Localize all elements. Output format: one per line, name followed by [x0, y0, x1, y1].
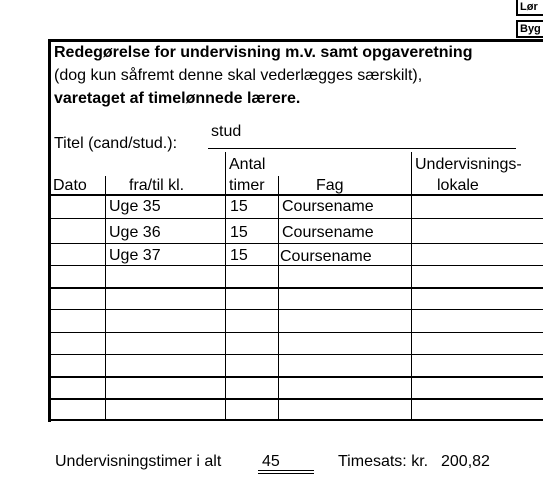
row-line-bottom — [50, 419, 543, 421]
form-frame-top — [48, 39, 543, 42]
cell-fratil[interactable]: Uge 35 — [109, 198, 161, 215]
col-header-dato: Dato — [53, 177, 87, 194]
row-line-header — [50, 194, 543, 196]
total-hours-value[interactable]: 45 — [262, 453, 280, 470]
row-line-4 — [50, 287, 543, 289]
col-header-antal: Antal — [229, 156, 266, 173]
col-divider-3 — [278, 176, 279, 421]
heading-line-1: Redegørelse for undervisning m.v. samt opgaveretning — [54, 44, 473, 61]
heading-line-2: (dog kun såfremt denne skal vederlægges særskilt), — [54, 67, 423, 84]
row-line-8 — [50, 376, 543, 378]
col-header-lokale-top: Undervisnings- — [415, 156, 522, 173]
col-header-lokale-bottom: lokale — [437, 177, 479, 194]
corner-label-1: Lør — [520, 1, 538, 13]
row-line-1 — [50, 218, 543, 219]
col-header-timer: timer — [229, 177, 265, 194]
cell-fratil[interactable]: Uge 36 — [109, 224, 161, 241]
row-line-6 — [50, 332, 543, 333]
titel-underline — [208, 148, 516, 149]
titel-value[interactable]: stud — [211, 123, 242, 140]
corner-box-bottom — [516, 20, 543, 38]
col-header-fratil: fra/til kl. — [129, 177, 185, 194]
cell-timer[interactable]: 15 — [230, 247, 248, 264]
cell-fag[interactable]: Coursename — [282, 198, 374, 215]
col-divider-1 — [105, 176, 106, 421]
rate-label: Timesats: kr. — [338, 453, 429, 470]
corner-box-top — [516, 0, 543, 16]
row-line-9 — [50, 398, 543, 400]
cell-fag[interactable]: Coursename — [280, 248, 372, 265]
rate-value[interactable]: 200,82 — [441, 453, 490, 470]
total-double-underline — [258, 470, 314, 474]
form-frame-left — [48, 39, 51, 422]
corner-label-2: Byg — [520, 23, 541, 35]
row-line-2 — [50, 243, 543, 244]
heading-line-3: varetaget af timelønnede lærere. — [54, 90, 301, 107]
total-hours-label: Undervisningstimer i alt — [55, 453, 222, 470]
cell-fratil[interactable]: Uge 37 — [109, 247, 161, 264]
row-line-5 — [50, 309, 543, 310]
titel-label: Titel (cand/stud.): — [54, 135, 178, 152]
cell-timer[interactable]: 15 — [230, 224, 248, 241]
cell-timer[interactable]: 15 — [230, 198, 248, 215]
col-header-fag: Fag — [316, 177, 344, 194]
row-line-7 — [50, 354, 543, 355]
cell-fag[interactable]: Coursename — [282, 224, 374, 241]
